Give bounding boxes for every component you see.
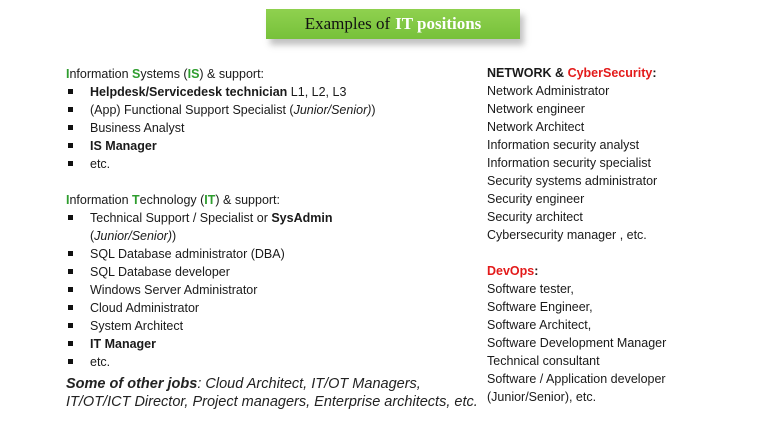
title-prefix: Examples of	[304, 14, 391, 33]
it-list	[66, 209, 486, 371]
list-item: System Architect	[66, 317, 486, 335]
list-item: IT Manager	[66, 335, 486, 353]
list-item: Cloud Administrator	[66, 299, 486, 317]
list-item: Software Engineer,	[487, 300, 593, 314]
right-column	[487, 64, 757, 406]
list-item: Security architect	[487, 210, 583, 224]
list-item: Security systems administrator	[487, 174, 658, 188]
list-item: Information security analyst	[487, 138, 640, 152]
left-column	[66, 65, 486, 411]
list-item: Cybersecurity manager , etc.	[487, 228, 647, 242]
list-item: (Junior/Senior), etc.	[487, 390, 597, 404]
list-item: Helpdesk/Servicedesk technician L1, L2, L3	[66, 83, 486, 101]
is-section-heading: Information Systems (IS) & support:	[66, 67, 265, 81]
is-list	[66, 83, 486, 173]
list-item: Information security specialist	[487, 156, 651, 170]
list-item: Software / Application developer	[487, 372, 666, 386]
list-item: Technical Support / Specialist or SysAdmin (Junior/Senior))	[66, 209, 486, 245]
slide-title	[266, 9, 520, 39]
devops-list	[487, 280, 757, 406]
devops-section-heading: DevOps:	[487, 264, 539, 278]
it-section-heading: Information Technology (IT) & support:	[66, 193, 281, 207]
network-section-heading: NETWORK & CyberSecurity:	[487, 66, 657, 80]
title-accent: IT positions	[395, 14, 482, 33]
list-item: etc.	[66, 353, 486, 371]
other-jobs: Some of other jobs: Cloud Architect, IT/OT Managers, IT/OT/ICT Director, Project managers, Enterprise architects, etc.	[66, 376, 478, 410]
list-item: Software Architect,	[487, 318, 592, 332]
list-item: Windows Server Administrator	[66, 281, 486, 299]
list-item: Software Development Manager	[487, 336, 667, 350]
list-item: (App) Functional Support Specialist (Junior/Senior))	[66, 101, 486, 119]
list-item: Network Administrator	[487, 84, 610, 98]
list-item: Technical consultant	[487, 354, 600, 368]
list-item: SQL Database administrator (DBA)	[66, 245, 486, 263]
list-item: Business Analyst	[66, 119, 486, 137]
network-list	[487, 82, 757, 244]
list-item: IS Manager	[66, 137, 486, 155]
list-item: Network Architect	[487, 120, 585, 134]
list-item: SQL Database developer	[66, 263, 486, 281]
list-item: Software tester,	[487, 282, 574, 296]
list-item: Network engineer	[487, 102, 585, 116]
list-item: Security engineer	[487, 192, 585, 206]
list-item: etc.	[66, 155, 486, 173]
